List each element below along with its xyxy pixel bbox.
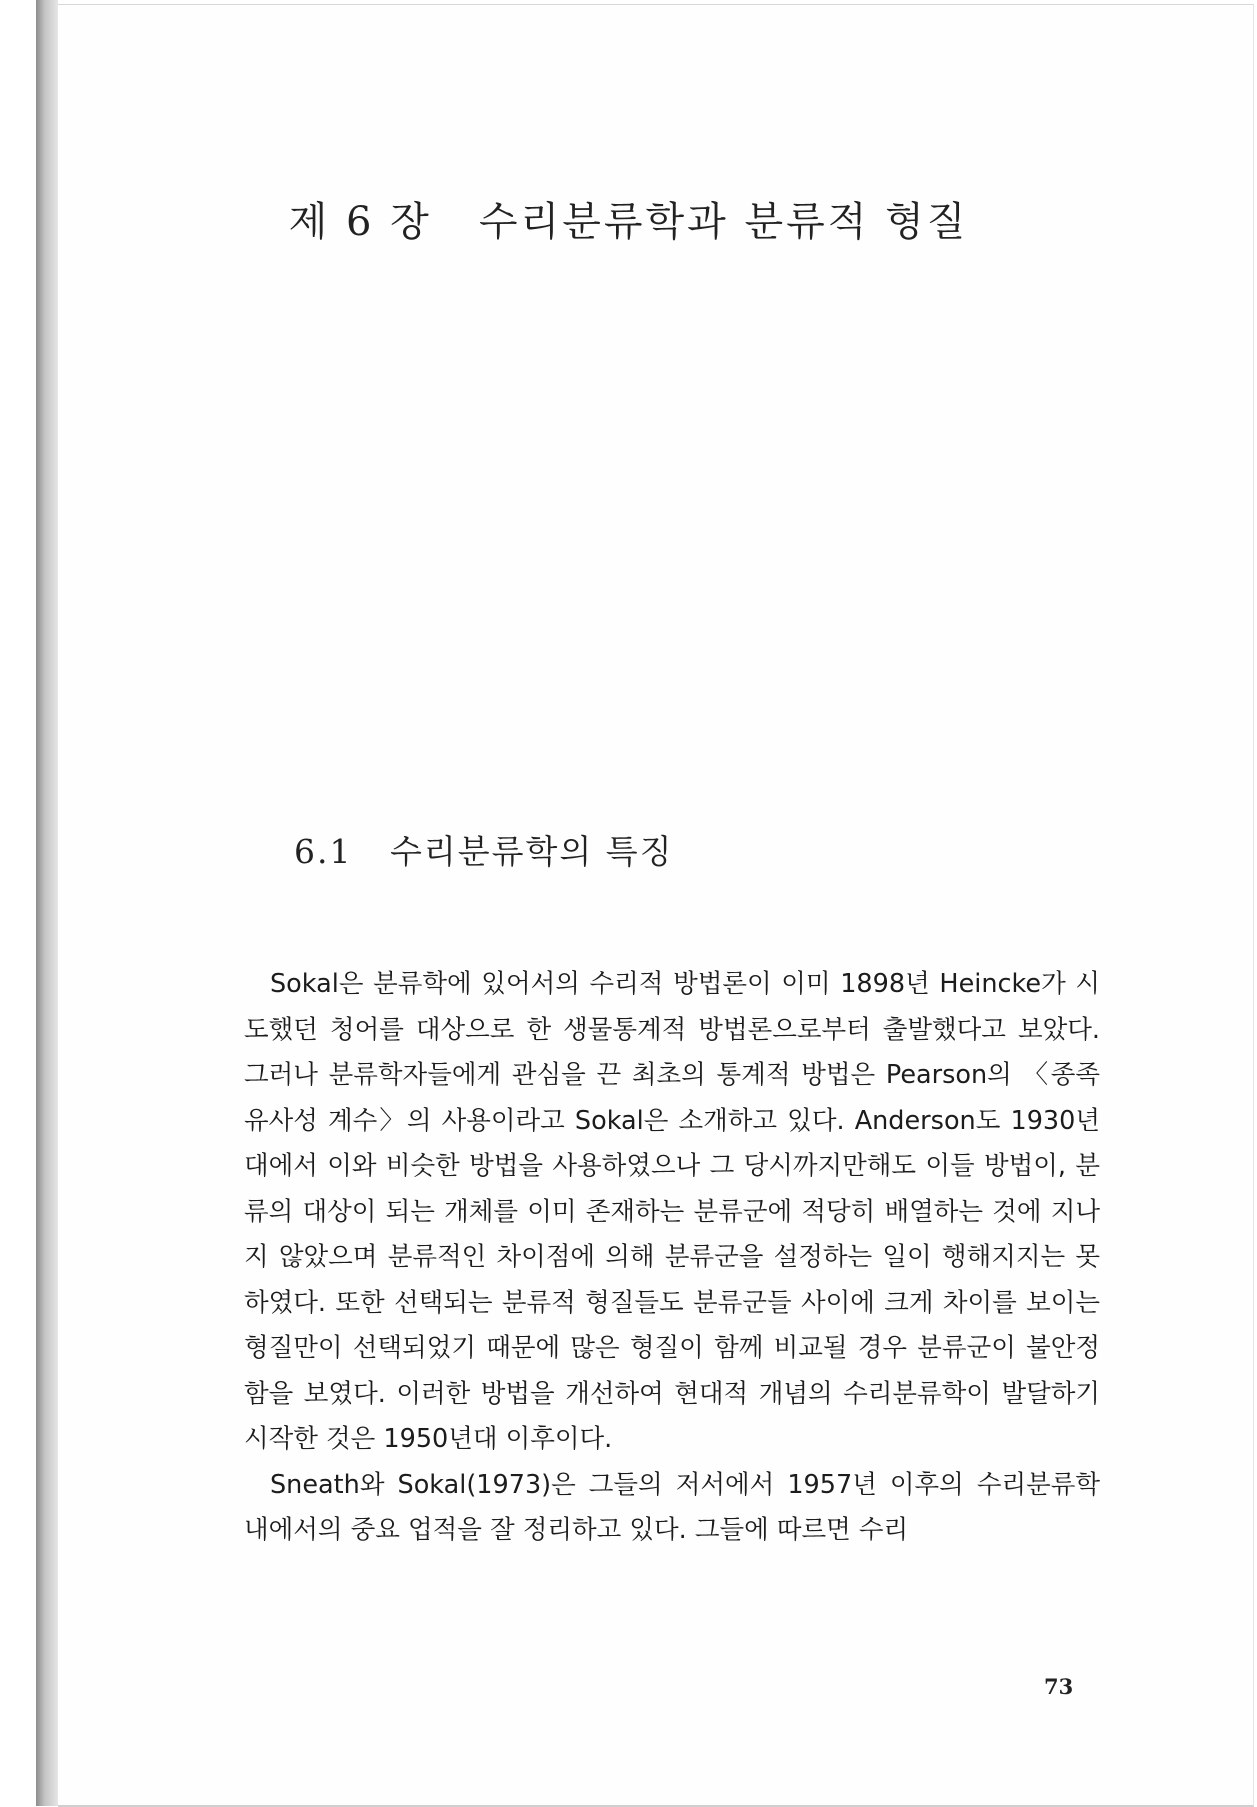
book-spine xyxy=(36,0,58,1806)
paragraph: Sneath와 Sokal(1973)은 그들의 저서에서 1957년 이후의 수리분류학 내에서의 중요 업적을 잘 정리하고 있다. 그들에 따르면 수리 xyxy=(244,1469,1100,1545)
paragraph: Sokal은 분류학에 있어서의 수리적 방법론이 이미 1898년 Heincke가 시도했던 청어를 대상으로 한 생물통계적 방법론으로부터 출발했다고 보았다. 그러나 분류학자들에게 관심을 끈 최초의 통계적 방법은 Pearson의 〈종족 유사성 계수〉의 사용이라고 Sokal은 소개하고 있다. Anderson도 1930년 대에서 이와 비슷한 방법을 사용하였으나 그 당시까지만해도 이들 방법이, 분류의 대상이 되는 개체를 이미 존재하는 분류군에 적당히 배열하는 것에 지나지 않았으며 분류적인 차이점에 의해 분류군을 설정하는 일이 행해지지는 못하였다. 또한 선택되는 분류적 형질들도 분류군들 사이에 크게 차이를 보이는 형질만이 선택되었기 때문에 많은 형질이 함께 비교될 경우 분류군이 불안정함을 보였다. 이러한 방법을 개선하여 현대적 개념의 수리분류학이 발달하기 시작한 것은 1950년대 이후이다. xyxy=(244,969,1100,1454)
page-number: 73 xyxy=(1044,1674,1074,1699)
body-text xyxy=(244,962,1100,1554)
section-title: 6.1 수리분류학의 특징 xyxy=(294,832,674,871)
chapter-title: 제 6 장 수리분류학과 분류적 형질 xyxy=(288,199,969,245)
